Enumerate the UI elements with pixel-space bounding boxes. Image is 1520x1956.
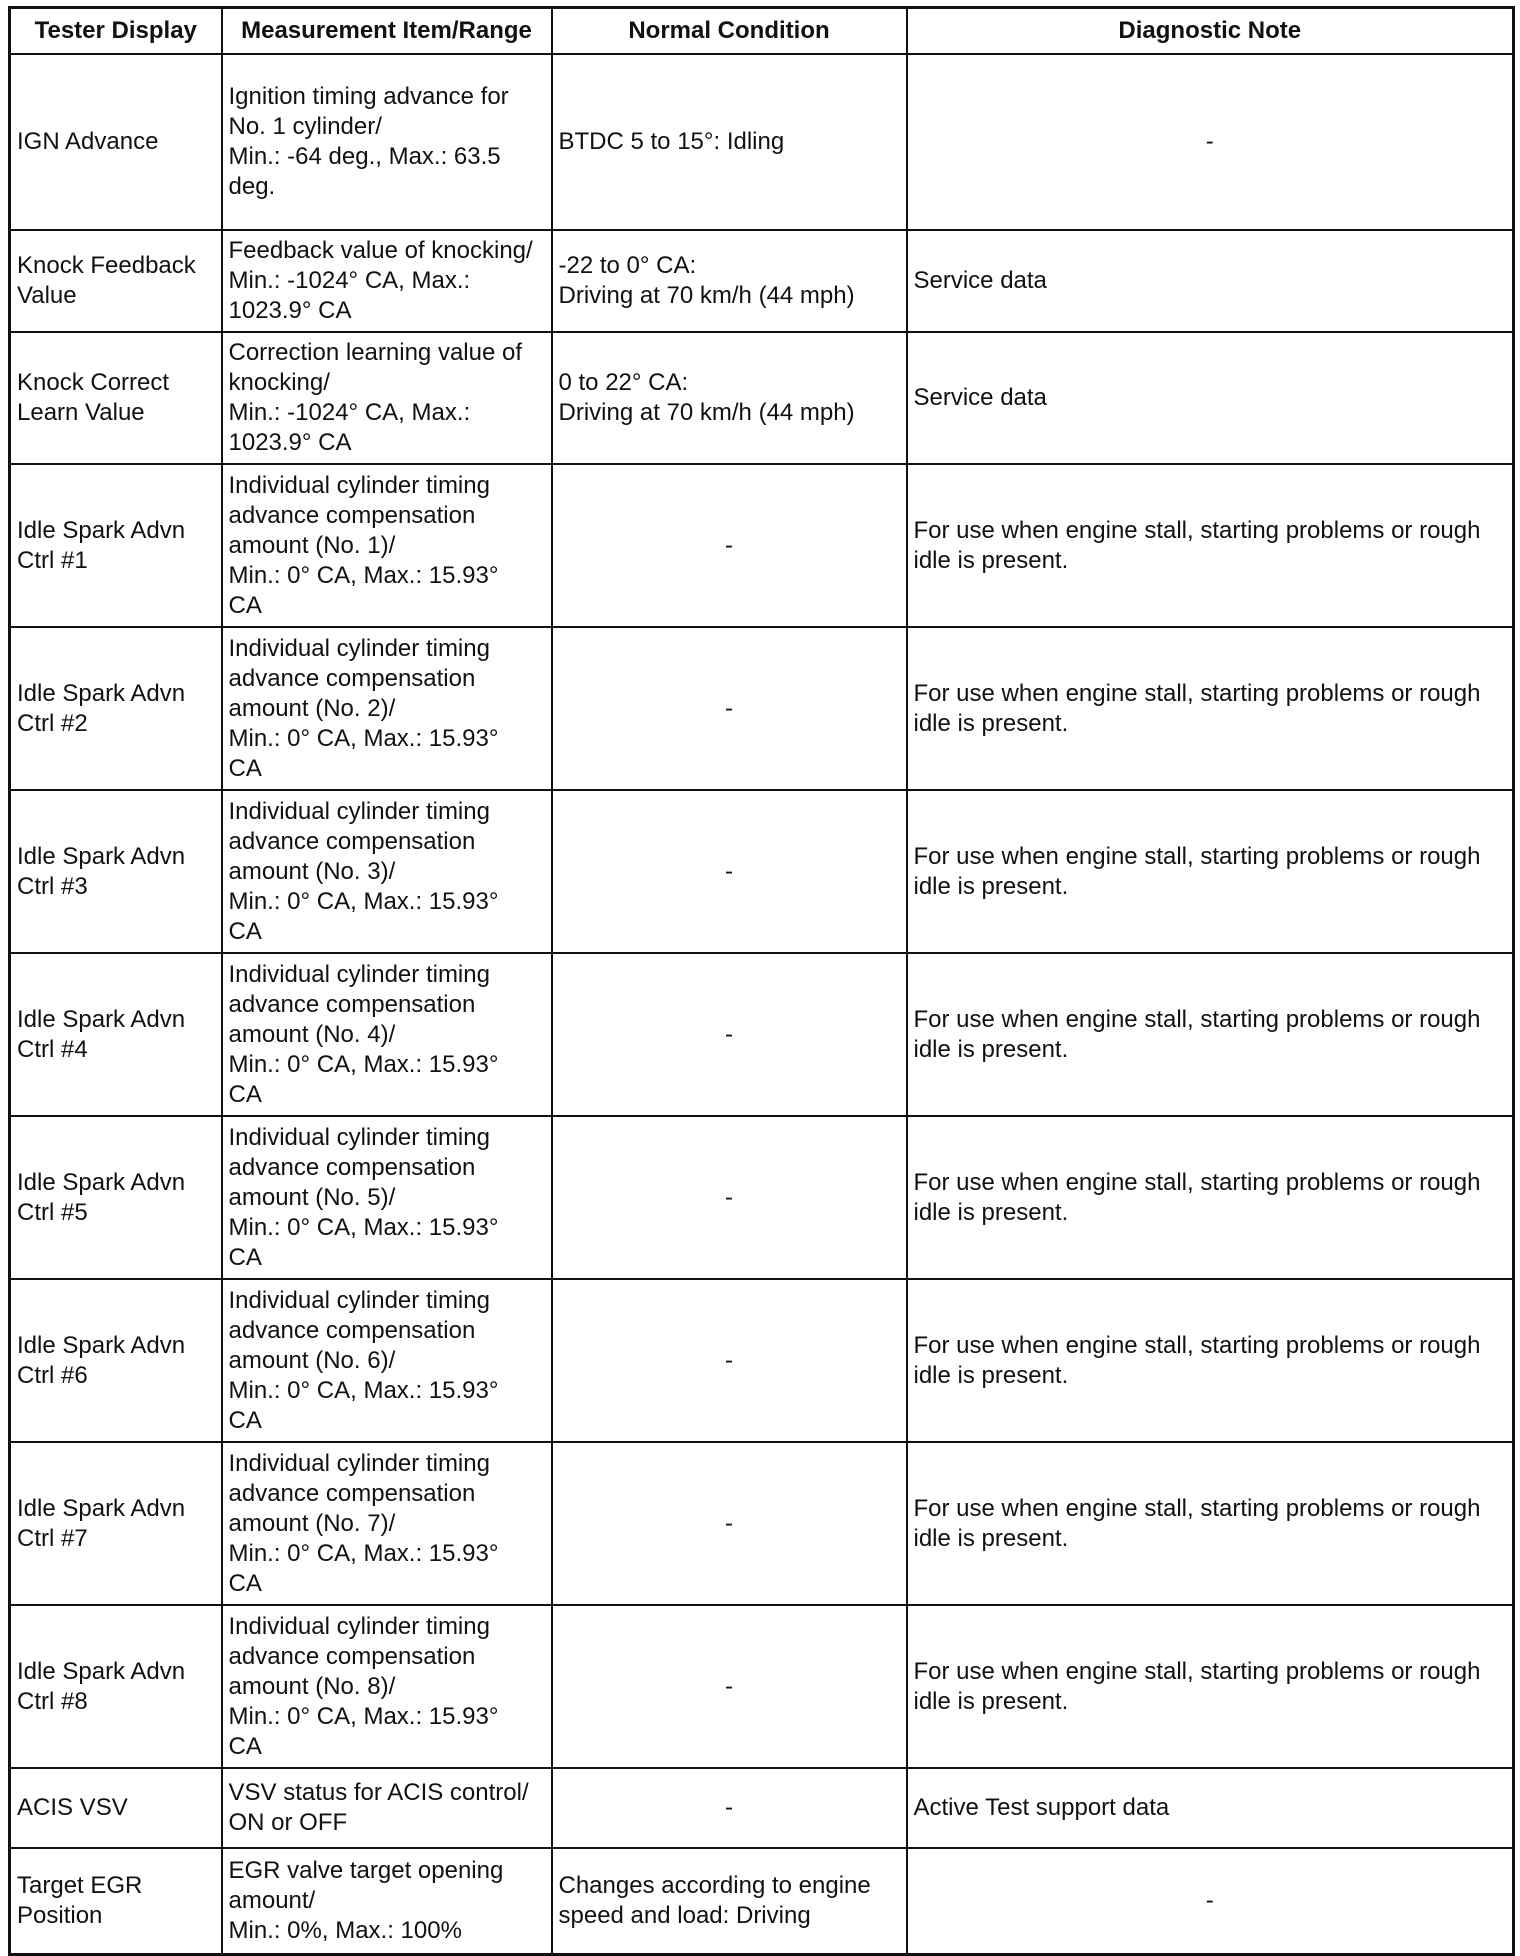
- table-row: [10, 953, 1514, 1116]
- table-row: [10, 332, 1514, 464]
- cell-line: advance compensation: [228, 1316, 476, 1344]
- cell-line: Idle Spark Advn: [17, 842, 186, 870]
- cell-line: Learn Value: [17, 399, 145, 426]
- cell-line: For use when engine stall, starting problems or rough: [913, 1005, 1481, 1033]
- cell-line: -: [725, 694, 733, 722]
- cell-line: EGR valve target opening: [228, 1856, 504, 1884]
- cell-line: advance compensation: [228, 1642, 476, 1670]
- cell-line: 0 to 22° CA:: [558, 369, 689, 396]
- cell-line: Min.: -1024° CA, Max.:: [228, 267, 471, 294]
- cell-line: Ctrl #1: [17, 546, 88, 574]
- cell-line: -: [725, 1020, 733, 1048]
- cell-tester-display: [10, 230, 222, 332]
- table-row: [10, 1116, 1514, 1279]
- cell-line: -: [1205, 1886, 1214, 1914]
- cell-tester-display: [10, 627, 222, 790]
- cell-line: Min.: -64 deg., Max.: 63.5: [228, 143, 501, 170]
- cell-diagnostic-note: [907, 1279, 1514, 1442]
- cell-line: Value: [17, 282, 77, 309]
- cell-normal-condition: [552, 1768, 907, 1848]
- cell-diagnostic-note: [907, 790, 1514, 953]
- cell-line: For use when engine stall, starting problems or rough: [913, 679, 1481, 707]
- cell-line: advance compensation: [228, 664, 476, 692]
- cell-line: amount (No. 2)/: [228, 694, 396, 722]
- cell-line: Ctrl #2: [17, 709, 88, 737]
- cell-line: advance compensation: [228, 1153, 476, 1181]
- cell-diagnostic-note: [907, 54, 1514, 230]
- cell-line: Driving at 70 km/h (44 mph): [558, 399, 855, 426]
- cell-diagnostic-note: [907, 953, 1514, 1116]
- table-row: [10, 1279, 1514, 1442]
- cell-line: Changes according to engine: [558, 1871, 871, 1899]
- table-row: [10, 1768, 1514, 1848]
- table-row: [10, 1605, 1514, 1768]
- cell-line: amount (No. 4)/: [228, 1020, 396, 1048]
- cell-line: Knock Feedback: [17, 252, 196, 279]
- cell-line: Idle Spark Advn: [17, 1168, 186, 1196]
- cell-line: Min.: 0° CA, Max.: 15.93°: [228, 1050, 499, 1078]
- cell-line: amount (No. 3)/: [228, 857, 396, 885]
- cell-line: CA: [228, 1243, 262, 1271]
- cell-line: advance compensation: [228, 827, 476, 855]
- cell-tester-display: [10, 1848, 222, 1954]
- cell-line: Idle Spark Advn: [17, 679, 186, 707]
- cell-measurement: [222, 1848, 552, 1954]
- cell-line: Idle Spark Advn: [17, 1494, 186, 1522]
- cell-tester-display: [10, 953, 222, 1116]
- cell-line: Correction learning value of: [228, 339, 522, 366]
- cell-line: CA: [228, 917, 262, 945]
- cell-line: Position: [17, 1901, 103, 1929]
- cell-measurement: [222, 1116, 552, 1279]
- cell-normal-condition: [552, 54, 907, 230]
- cell-line: Min.: -1024° CA, Max.:: [228, 399, 471, 426]
- cell-line: Min.: 0° CA, Max.: 15.93°: [228, 724, 499, 752]
- cell-line: Individual cylinder timing: [228, 1612, 490, 1640]
- cell-diagnostic-note: [907, 1768, 1514, 1848]
- cell-line: For use when engine stall, starting problems or rough: [913, 1168, 1481, 1196]
- cell-line: Min.: 0° CA, Max.: 15.93°: [228, 1213, 499, 1241]
- header-row: [10, 8, 1514, 55]
- cell-line: -: [725, 1794, 733, 1821]
- cell-line: Idle Spark Advn: [17, 516, 186, 544]
- cell-line: Min.: 0° CA, Max.: 15.93°: [228, 1702, 499, 1730]
- cell-line: -: [725, 1509, 733, 1537]
- cell-line: Individual cylinder timing: [228, 1449, 490, 1477]
- cell-line: Idle Spark Advn: [17, 1657, 186, 1685]
- cell-normal-condition: [552, 953, 907, 1116]
- cell-tester-display: [10, 54, 222, 230]
- header-normal-condition: Normal Condition: [552, 8, 907, 55]
- cell-measurement: [222, 54, 552, 230]
- cell-normal-condition: [552, 1605, 907, 1768]
- cell-line: Individual cylinder timing: [228, 960, 490, 988]
- cell-line: deg.: [228, 173, 276, 200]
- cell-line: ON or OFF: [228, 1809, 348, 1836]
- cell-diagnostic-note: [907, 1605, 1514, 1768]
- cell-line: Individual cylinder timing: [228, 1123, 490, 1151]
- cell-line: Ignition timing advance for: [228, 83, 509, 110]
- cell-diagnostic-note: [907, 1848, 1514, 1954]
- cell-line: Idle Spark Advn: [17, 1005, 186, 1033]
- cell-measurement: [222, 1768, 552, 1848]
- cell-line: idle is present.: [913, 1361, 1069, 1389]
- cell-line: Min.: 0° CA, Max.: 15.93°: [228, 1539, 499, 1567]
- cell-line: amount/: [228, 1886, 316, 1914]
- cell-measurement: [222, 230, 552, 332]
- cell-line: idle is present.: [913, 709, 1069, 737]
- cell-line: Ctrl #8: [17, 1687, 88, 1715]
- cell-tester-display: [10, 1768, 222, 1848]
- cell-line: -: [725, 1346, 733, 1374]
- header-tester-display: Tester Display: [10, 8, 222, 55]
- cell-measurement: [222, 464, 552, 627]
- cell-line: 1023.9° CA: [228, 429, 352, 456]
- cell-tester-display: [10, 1116, 222, 1279]
- cell-line: idle is present.: [913, 546, 1069, 574]
- cell-normal-condition: [552, 627, 907, 790]
- cell-line: Ctrl #7: [17, 1524, 88, 1552]
- cell-measurement: [222, 1279, 552, 1442]
- cell-line: No. 1 cylinder/: [228, 113, 382, 140]
- cell-line: Feedback value of knocking/: [228, 237, 533, 264]
- cell-line: Ctrl #3: [17, 872, 88, 900]
- table-row: [10, 230, 1514, 332]
- cell-tester-display: [10, 1605, 222, 1768]
- cell-normal-condition: [552, 1848, 907, 1954]
- cell-line: -22 to 0° CA:: [558, 252, 697, 279]
- table-row: [10, 464, 1514, 627]
- cell-line: Min.: 0° CA, Max.: 15.93°: [228, 887, 499, 915]
- cell-tester-display: [10, 332, 222, 464]
- table-row: [10, 54, 1514, 230]
- cell-diagnostic-note: [907, 332, 1514, 464]
- cell-line: Ctrl #4: [17, 1035, 88, 1063]
- cell-line: CA: [228, 1406, 262, 1434]
- cell-normal-condition: [552, 332, 907, 464]
- cell-line: -: [725, 857, 733, 885]
- table-row: [10, 627, 1514, 790]
- table-row: [10, 1442, 1514, 1605]
- cell-tester-display: [10, 1279, 222, 1442]
- cell-line: For use when engine stall, starting problems or rough: [913, 1494, 1481, 1522]
- cell-diagnostic-note: [907, 1442, 1514, 1605]
- cell-line: Knock Correct: [17, 369, 170, 396]
- cell-line: -: [1205, 128, 1214, 155]
- cell-line: BTDC 5 to 15°: Idling: [558, 128, 785, 155]
- cell-line: idle is present.: [913, 1198, 1069, 1226]
- cell-line: Service data: [913, 267, 1047, 294]
- cell-line: knocking/: [228, 369, 330, 396]
- cell-line: -: [725, 1183, 733, 1211]
- cell-line: For use when engine stall, starting problems or rough: [913, 842, 1481, 870]
- cell-normal-condition: [552, 1442, 907, 1605]
- table-body: [10, 54, 1514, 1954]
- cell-measurement: [222, 790, 552, 953]
- cell-line: amount (No. 5)/: [228, 1183, 396, 1211]
- cell-measurement: [222, 953, 552, 1116]
- cell-line: Min.: 0° CA, Max.: 15.93°: [228, 561, 499, 589]
- cell-measurement: [222, 627, 552, 790]
- header-measurement: Measurement Item/Range: [222, 8, 552, 55]
- cell-measurement: [222, 332, 552, 464]
- cell-line: CA: [228, 591, 262, 619]
- cell-line: amount (No. 8)/: [228, 1672, 396, 1700]
- cell-line: 1023.9° CA: [228, 297, 352, 324]
- cell-line: IGN Advance: [17, 128, 159, 155]
- cell-line: VSV status for ACIS control/: [228, 1779, 529, 1806]
- cell-line: amount (No. 6)/: [228, 1346, 396, 1374]
- cell-line: Min.: 0° CA, Max.: 15.93°: [228, 1376, 499, 1404]
- cell-line: CA: [228, 1569, 262, 1597]
- cell-line: Individual cylinder timing: [228, 797, 490, 825]
- cell-line: CA: [228, 754, 262, 782]
- data-list-table: [8, 6, 1515, 1956]
- cell-line: For use when engine stall, starting problems or rough: [913, 516, 1481, 544]
- table-row: [10, 1848, 1514, 1954]
- cell-measurement: [222, 1442, 552, 1605]
- cell-line: Individual cylinder timing: [228, 471, 490, 499]
- cell-line: For use when engine stall, starting problems or rough: [913, 1657, 1481, 1685]
- cell-line: Individual cylinder timing: [228, 1286, 490, 1314]
- header-diagnostic-note: Diagnostic Note: [907, 8, 1514, 55]
- cell-line: Ctrl #5: [17, 1198, 88, 1226]
- table-row: [10, 790, 1514, 953]
- cell-normal-condition: [552, 790, 907, 953]
- cell-line: Ctrl #6: [17, 1361, 88, 1389]
- cell-line: speed and load: Driving: [558, 1901, 811, 1929]
- cell-line: ACIS VSV: [17, 1794, 128, 1821]
- cell-line: Target EGR: [17, 1871, 143, 1899]
- cell-line: Active Test support data: [913, 1794, 1170, 1821]
- cell-line: For use when engine stall, starting problems or rough: [913, 1331, 1481, 1359]
- cell-line: Min.: 0%, Max.: 100%: [228, 1916, 462, 1944]
- cell-line: advance compensation: [228, 1479, 476, 1507]
- cell-line: CA: [228, 1080, 262, 1108]
- cell-tester-display: [10, 464, 222, 627]
- cell-diagnostic-note: [907, 464, 1514, 627]
- cell-line: idle is present.: [913, 1524, 1069, 1552]
- cell-line: idle is present.: [913, 1687, 1069, 1715]
- cell-line: idle is present.: [913, 1035, 1069, 1063]
- cell-diagnostic-note: [907, 627, 1514, 790]
- cell-tester-display: [10, 1442, 222, 1605]
- cell-normal-condition: [552, 1279, 907, 1442]
- cell-line: advance compensation: [228, 990, 476, 1018]
- cell-line: -: [725, 1672, 733, 1700]
- cell-line: amount (No. 1)/: [228, 531, 396, 559]
- cell-line: idle is present.: [913, 872, 1069, 900]
- cell-line: amount (No. 7)/: [228, 1509, 396, 1537]
- cell-normal-condition: [552, 230, 907, 332]
- cell-diagnostic-note: [907, 230, 1514, 332]
- cell-line: Idle Spark Advn: [17, 1331, 186, 1359]
- cell-line: Driving at 70 km/h (44 mph): [558, 282, 855, 309]
- cell-normal-condition: [552, 1116, 907, 1279]
- cell-tester-display: [10, 790, 222, 953]
- cell-measurement: [222, 1605, 552, 1768]
- cell-line: -: [725, 531, 733, 559]
- cell-line: advance compensation: [228, 501, 476, 529]
- cell-normal-condition: [552, 464, 907, 627]
- cell-line: Service data: [913, 384, 1047, 411]
- cell-diagnostic-note: [907, 1116, 1514, 1279]
- cell-line: CA: [228, 1732, 262, 1760]
- cell-line: Individual cylinder timing: [228, 634, 490, 662]
